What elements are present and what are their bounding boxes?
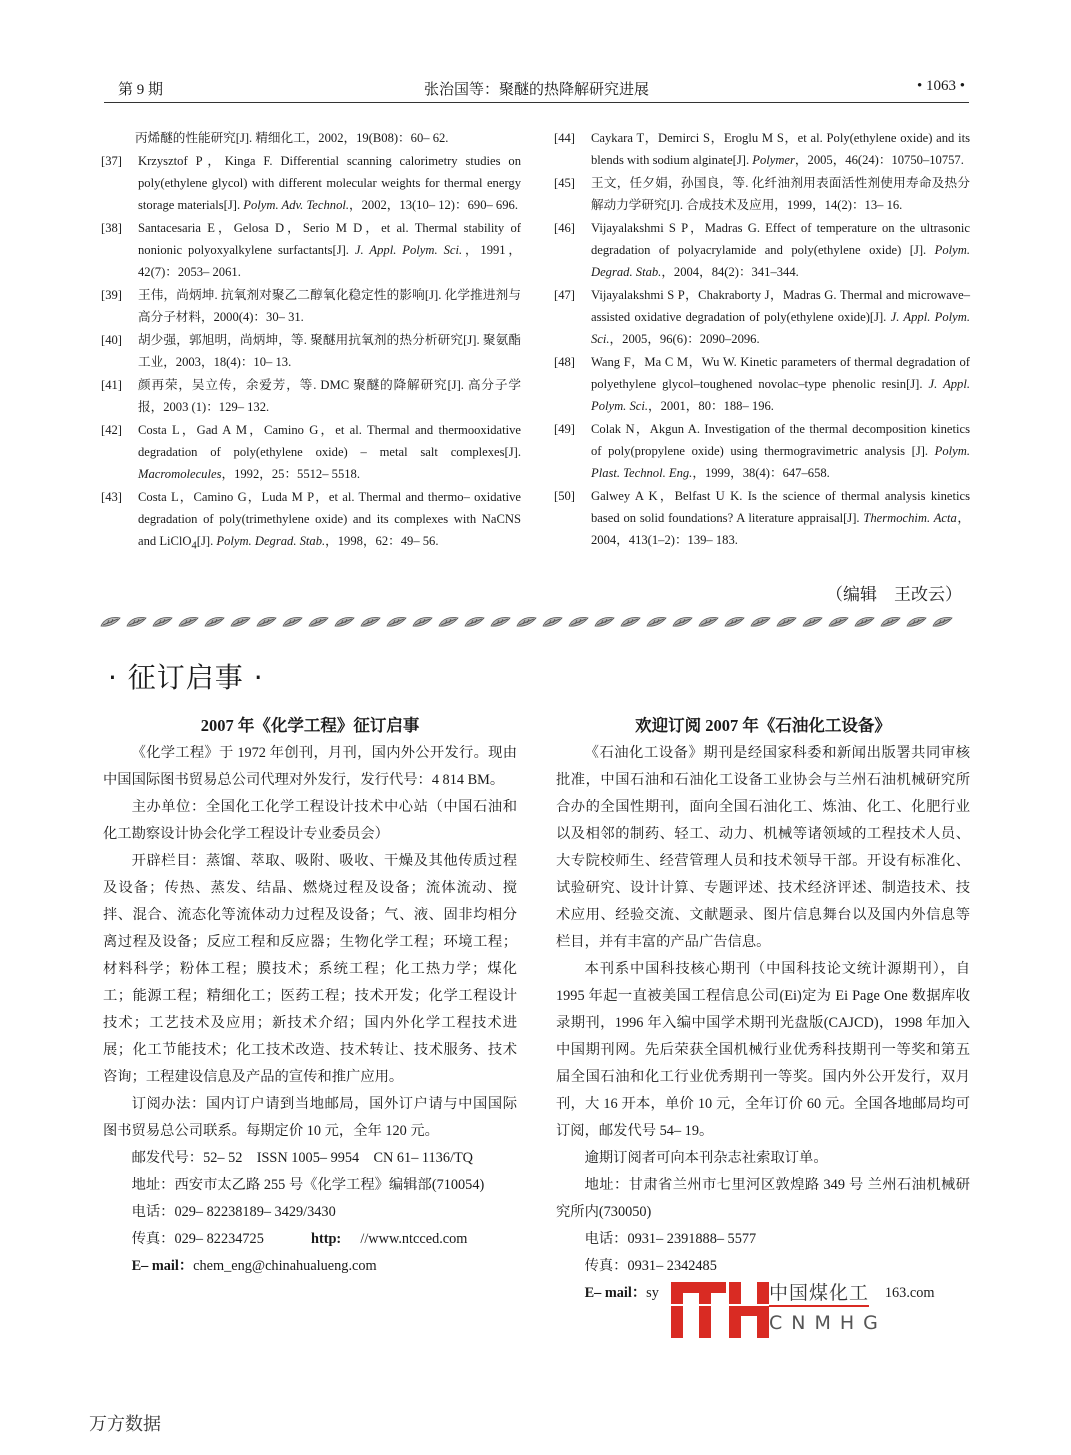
notice-paragraph: 《化学工程》于 1972 年创刊，月刊，国内外公开发行。现由中国国际图书贸易总公司代理对外发行，发行代号：4 814 BM。 [103,745,517,788]
reference-50 [554,485,970,551]
email-end[interactable]: 163.com [884,1285,935,1301]
notice-paragraph: 逾期订阅者可向本刊杂志社索取订单。 [584,1150,828,1166]
issue-number: 第 9 期 [118,82,164,98]
watermark-logo [671,1282,911,1338]
reference-46 [554,217,970,283]
reference-40 [101,329,521,373]
reference-text-2: [J]. [196,534,217,548]
reference-journal: Macromolecules [138,467,222,481]
reference-journal: J. Appl. Polym. Sci. [591,310,970,346]
ornament-leaf-icon [438,616,460,628]
ornament-leaf-icon [646,616,668,628]
ornament-leaf-icon [698,616,720,628]
reference-continuation [101,127,521,149]
ornament-leaf-icon [516,616,538,628]
ornament-leaf-icon [360,616,382,628]
reference-journal: Polymer [752,153,795,167]
reference-journal: J. Appl. Polym. Sci. [591,377,970,413]
reference-number: [39] [101,288,122,302]
notice-title: 2007 年《化学工程》征订启事 [200,716,420,735]
notice-title: 欢迎订阅 2007 年《石油化工设备》 [635,716,891,735]
email-line [103,1253,517,1280]
reference-45 [554,172,970,216]
notice-paragraph: 本刊系中国科技核心期刊（中国科技论文统计源期刊），自 1995 年起一直被美国工程信息公司(Ei)定为 Ei Page One 数据库收录期刊，1996 年入编中国学术期刊光盘版(CAJCD)，1998 年加入中国期刊网。先后荣获全国机械行业优秀科技期刊一等奖和第五届全国石油和化工行业优秀期刊一等奖。国内外公开发行，双月刊，大 16 开本，单价 10 元，全年订价 60 元。全国各地邮局均可订阅，邮发代号 54– 19。 [556,961,970,1139]
ornament-leaf-icon [178,616,200,628]
logo-name-en: CNMHG [769,1312,887,1334]
reference-text: Costa L，Camino G，Luda M P，et al. Thermal and thermo– oxidative degradation of poly(trimethylene oxide) and its complexes with NaCNS and LiClO [138,490,521,548]
ornament-leaf-icon [724,616,746,628]
reference-38 [101,217,521,283]
reference-text: Vijayalakshmi S P，Madras G. Effect of temperature on the ultrasonic degradation of polyacrylamide and poly(ethylene oxide) [J]. [591,221,970,257]
reference-41 [101,374,521,418]
reference-text: Krzysztof P，Kinga F. Differential scanning calorimetry studies on poly(ethylene glycol) with different molecular weights for thermal energy storage materials[J]. [138,154,521,212]
notice-paragraph: 主办单位：全国化工化学工程设计技术中心站（中国石油和化工勘察设计协会化学工程设计专业委员会） [103,799,517,842]
reference-journal: Thermochim. Acta [863,511,957,525]
ornament-leaf-icon [568,616,590,628]
notice-petrochemical-equipment [556,712,970,1307]
email-start[interactable]: sy [646,1285,659,1301]
reference-number: [48] [554,355,575,369]
notice-paragraph: 地址：甘肃省兰州市七里河区敦煌路 349 号 兰州石油机械研究所内(730050) [556,1177,970,1220]
reference-number: [42] [101,423,122,437]
ornament-leaf-icon [932,616,954,628]
reference-tail: ，1999，38(4)：647–658. [692,466,830,480]
reference-number: [44] [554,131,575,145]
reference-43 [101,486,521,558]
reference-47 [554,284,970,350]
ornament-leaf-icon [282,616,304,628]
ornament-leaf-icon [100,616,122,628]
reference-text: Galwey A K，Belfast U K. Is the science of thermal analysis kinetics based on solid foundations? A literature appraisal[J]. [591,489,970,525]
fax-text: 传真：029– 82234725 [131,1231,264,1247]
http-label: http: [311,1231,342,1247]
notice-paragraph: 订阅办法：国内订户请到当地邮局，国外订户请与中国国际图书贸易总公司联系。每期定价 10 元，全年 120 元。 [103,1096,517,1139]
postal-code-line: 邮发代号：52– 52 ISSN 1005– 9954 CN 61– 1136/TQ [131,1150,474,1166]
reference-number: [45] [554,176,575,190]
ornament-leaf-icon [412,616,434,628]
reference-text: Santacesaria E，Gelosa D，Serio M D，et al. Thermal stability of nonionic polyoxyalkylene surfactants[J]. [138,221,521,257]
reference-tail: ，1998，62：49– 56. [325,534,439,548]
fax-line [103,1226,517,1253]
reference-text: Caykara T，Demirci S，Eroglu M S，et al. Poly(ethylene oxide) and its blends with sodium alginate[J]. [591,131,970,167]
ornament-leaf-icon [230,616,252,628]
page-number: • 1063 • [916,78,965,94]
ornament-leaf-icon [750,616,772,628]
ornament-leaf-icon [308,616,330,628]
reference-tail: ，2001，80：188– 196. [648,399,774,413]
reference-journal: Polym. Degrad. Stab. [216,534,326,548]
reference-number: [46] [554,221,575,235]
reference-number: [41] [101,378,122,392]
reference-number: [40] [101,333,122,347]
reference-number: [37] [101,154,122,168]
reference-44 [554,127,970,171]
ornament-leaf-icon [854,616,876,628]
reference-journal: Polym. Degrad. Stab. [591,243,970,279]
ornament-leaf-icon [126,616,148,628]
ornament-leaf-icon [490,616,512,628]
logo-name-zh: 中国煤化工 [769,1282,869,1307]
references-right-column [554,127,970,552]
reference-text: 胡少强，郭旭明，尚炳坤，等. 聚醚用抗氧剂的热分析研究[J]. 聚氨酯工业，2003，18(4)：10– 13. [138,333,521,369]
reference-journal: Polym. Plast. Technol. Eng. [591,444,970,480]
reference-text: Vijayalakshmi S P，Chakraborty J，Madras G. Thermal and microwave–assisted oxidative degradation of poly(ethylene oxide)[J]. [591,288,970,324]
fax-line: 传真：0931– 2342485 [584,1258,717,1274]
ornament-leaf-icon [672,616,694,628]
ornament-divider [100,616,970,636]
ornament-leaf-icon [620,616,642,628]
reference-journal: Polym. Adv. Technol. [243,198,350,212]
ornament-leaf-icon [334,616,356,628]
email-label: E– mail： [584,1285,647,1301]
reference-journal: J. Appl. Polym. Sci. [354,243,463,257]
section-title: · 征订启事 · [108,661,264,694]
reference-49 [554,418,970,484]
ornament-leaf-icon [152,616,174,628]
editor-note: （编辑 王改云） [826,585,962,605]
website-link[interactable]: //www.ntcced.com [360,1231,468,1247]
notice-paragraph: 《石油化工设备》期刊是经国家科委和新闻出版署共同审核批准，中国石油和石油化工设备工业协会与兰州石油机械研究所合办的全国性期刊，面向全国石油化工、炼油、化工、化肥行业以及相邻的制药、轻工、动力、机械等诸领域的工程技术人员、大专院校师生、经营管理人员和技术领导干部。开设有标准化、试验研究、设计计算、专题评述、技术经济评述、制造技术、技术应用、经验交流、文献题录、图片信息舞台以及国内外信息等栏目，并有丰富的产品广告信息。 [556,745,970,950]
ornament-leaf-icon [802,616,824,628]
reference-tail: ，2005，96(6)：2090–2096. [609,332,760,346]
running-title: 张治国等：聚醚的热降解研究进展 [423,82,649,98]
footer-source: 万方数据 [89,1414,161,1435]
reference-42 [101,419,521,485]
ornament-leaf-icon [204,616,226,628]
email-label: E– mail： [131,1258,194,1274]
ornament-leaf-icon [542,616,564,628]
ornament-leaf-icon [880,616,902,628]
reference-tail: ，1991，42(7)：2053– 2061. [138,243,522,279]
reference-number: [50] [554,489,575,503]
ornament-leaf-icon [464,616,486,628]
reference-text: 颜再荣，吴立传，余爱芳，等. DMC 聚醚的降解研究[J]. 高分子学报，2003 (1)：129– 132. [138,378,521,414]
running-header [104,76,969,103]
phone-line: 电话：029– 82238189– 3429/3430 [131,1204,336,1220]
ornament-leaf-icon [594,616,616,628]
ornament-leaf-icon [776,616,798,628]
reference-text: Colak N，Akgun A. Investigation of the thermal decomposition kinetics of poly(propylene oxide) using thermogravimetric analysis [J]. [591,422,970,458]
reference-tail: ，2004，84(2)：341–344. [661,265,799,279]
address-line: 地址：西安市太乙路 255 号《化学工程》编辑部(710054) [131,1177,485,1193]
reference-text: 王伟，尚炳坤. 抗氧剂对聚乙二醇氧化稳定性的影响[J]. 化学推进剂与高分子材料，2000(4)：30– 31. [138,288,521,324]
reference-37 [101,150,521,216]
reference-number: [38] [101,221,122,235]
reference-text: Wang F，Ma C M，Wu W. Kinetic parameters of thermal degradation of polyethylene glycol–toughened novolac–type phenolic resin[J]. [591,355,970,391]
notice-chemical-engineering [103,712,517,1280]
email-link[interactable]: chem_eng@chinahualueng.com [193,1258,377,1274]
reference-text: 丙烯醚的性能研究[J]. 精细化工，2002，19(B08)：60– 62. [135,131,449,145]
reference-number: [49] [554,422,575,436]
phone-line: 电话：0931– 2391888– 5577 [584,1231,757,1247]
reference-tail: ，2004，413(1–2)：139– 183. [591,511,971,547]
ornament-leaf-icon [906,616,928,628]
reference-tail: ，1992，25：5512– 5518. [221,467,360,481]
reference-tail: ，2005，46(24)：10750–10757. [794,153,964,167]
references-left-column [101,127,521,559]
reference-39 [101,284,521,328]
ornament-leaf-icon [256,616,278,628]
reference-text: 王文，任夕娟，孙国良，等. 化纤油剂用表面活性剂使用寿命及热分解动力学研究[J]. 合成技术及应用，1999，14(2)：13– 16. [591,176,970,212]
reference-text: Costa L，Gad A M，Camino G，et al. Thermal and thermooxidative degradation of poly(ethylene oxide) – metal salt complexes[J]. [138,423,521,459]
reference-48 [554,351,970,417]
ornament-leaf-icon [386,616,408,628]
ornament-leaf-icon [828,616,850,628]
reference-tail: ，2002，13(10– 12)：690– 696. [349,198,518,212]
reference-number: [47] [554,288,575,302]
reference-number: [43] [101,490,122,504]
notice-paragraph: 开辟栏目：蒸馏、萃取、吸附、吸收、干燥及其他传质过程及设备；传热、蒸发、结晶、燃烧过程及设备；流体流动、搅拌、混合、流态化等流体动力过程及设备；气、液、固非均相分离过程及设备；反应工程和反应器；生物化学工程；环境工程；材料科学；粉体工程；膜技术；系统工程；化工热力学；煤化工；能源工程；精细化工；医药工程；技术开发；化学工程设计技术；工艺技术及应用；新技术介绍；国内外化学工程技术进展；化工节能技术；化工技术改造、技术转让、技术服务、技术咨询；工程建设信息及产品的宣传和推广应用。 [103,853,517,1085]
subscript: 4 [191,540,197,552]
logo-mh-icon [671,1282,769,1338]
